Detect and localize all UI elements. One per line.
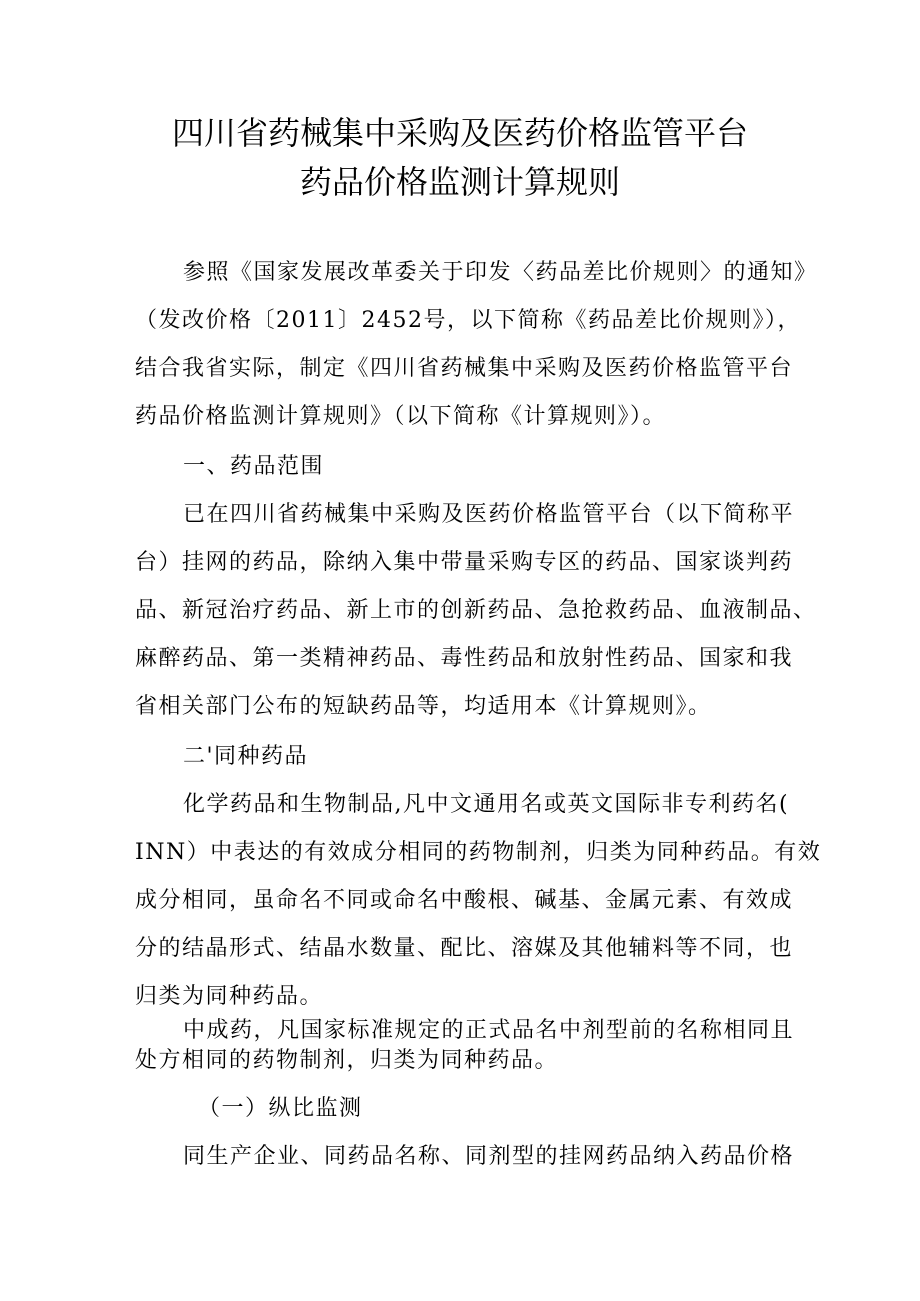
document-title-line-2: 药品价格监测计算规则	[299, 163, 620, 201]
paragraph-4-line-2: 处方相同的药物制剂，归类为同种药品。	[135, 1048, 559, 1073]
paragraph-3-line-3: 成分相同，虽命名不同或命名中酸根、碱基、金属元素、有效成	[135, 888, 794, 913]
paragraph-3-line-4: 分的结晶形式、结晶水数量、配比、溶媒及其他辅料等不同，也	[135, 936, 794, 961]
paragraph-2-line-3: 品、新冠治疗药品、新上市的创新药品、急抢救药品、血液制品、	[135, 598, 817, 623]
paragraph-1-line-3: 结合我省实际，制定《四川省药械集中采购及医药价格监管平台	[135, 356, 794, 381]
paragraph-2-line-2: 台）挂网的药品，除纳入集中带量采购专区的药品、国家谈判药	[135, 550, 794, 575]
paragraph-3-line-2: INN）中表达的有效成分相同的药物制剂，归类为同种药品。有效	[135, 840, 822, 865]
paragraph-3-line-1: 化学药品和生物制品,凡中文通用名或英文国际非专利药名(	[183, 792, 790, 817]
paragraph-3-line-5: 归类为同种药品。	[135, 984, 324, 1009]
document-title-line-1: 四川省药械集中采购及医药价格监管平台	[171, 114, 748, 152]
subsection-heading-vertical-monitoring: （一）纵比监测	[198, 1096, 363, 1121]
paragraph-1-line-4: 药品价格监测计算规则》（以下简称《计算规则》）。	[135, 404, 667, 429]
section-heading-drug-scope: 一、药品范围	[183, 454, 325, 479]
paragraph-2-line-4: 麻醉药品、第一类精神药品、毒性药品和放射性药品、国家和我	[135, 646, 794, 671]
paragraph-2-line-5: 省相关部门公布的短缺药品等，均适用本《计算规则》。	[135, 694, 712, 719]
paragraph-1-line-1: 参照《国家发展改革委关于印发〈药品差比价规则〉的通知》	[183, 260, 818, 285]
paragraph-1-line-2: （发改价格〔2011〕2452号，以下简称《药品差比价规则》），	[135, 308, 801, 333]
paragraph-5-line-1: 同生产企业、同药品名称、同剂型的挂网药品纳入药品价格	[183, 1144, 795, 1169]
paragraph-4-line-1: 中成药，凡国家标准规定的正式品名中剂型前的名称相同且	[183, 1018, 795, 1043]
section-heading-same-drugs: 二'同种药品	[183, 744, 309, 769]
paragraph-2-line-1: 已在四川省药械集中采购及医药价格监管平台（以下简称平	[183, 502, 795, 527]
